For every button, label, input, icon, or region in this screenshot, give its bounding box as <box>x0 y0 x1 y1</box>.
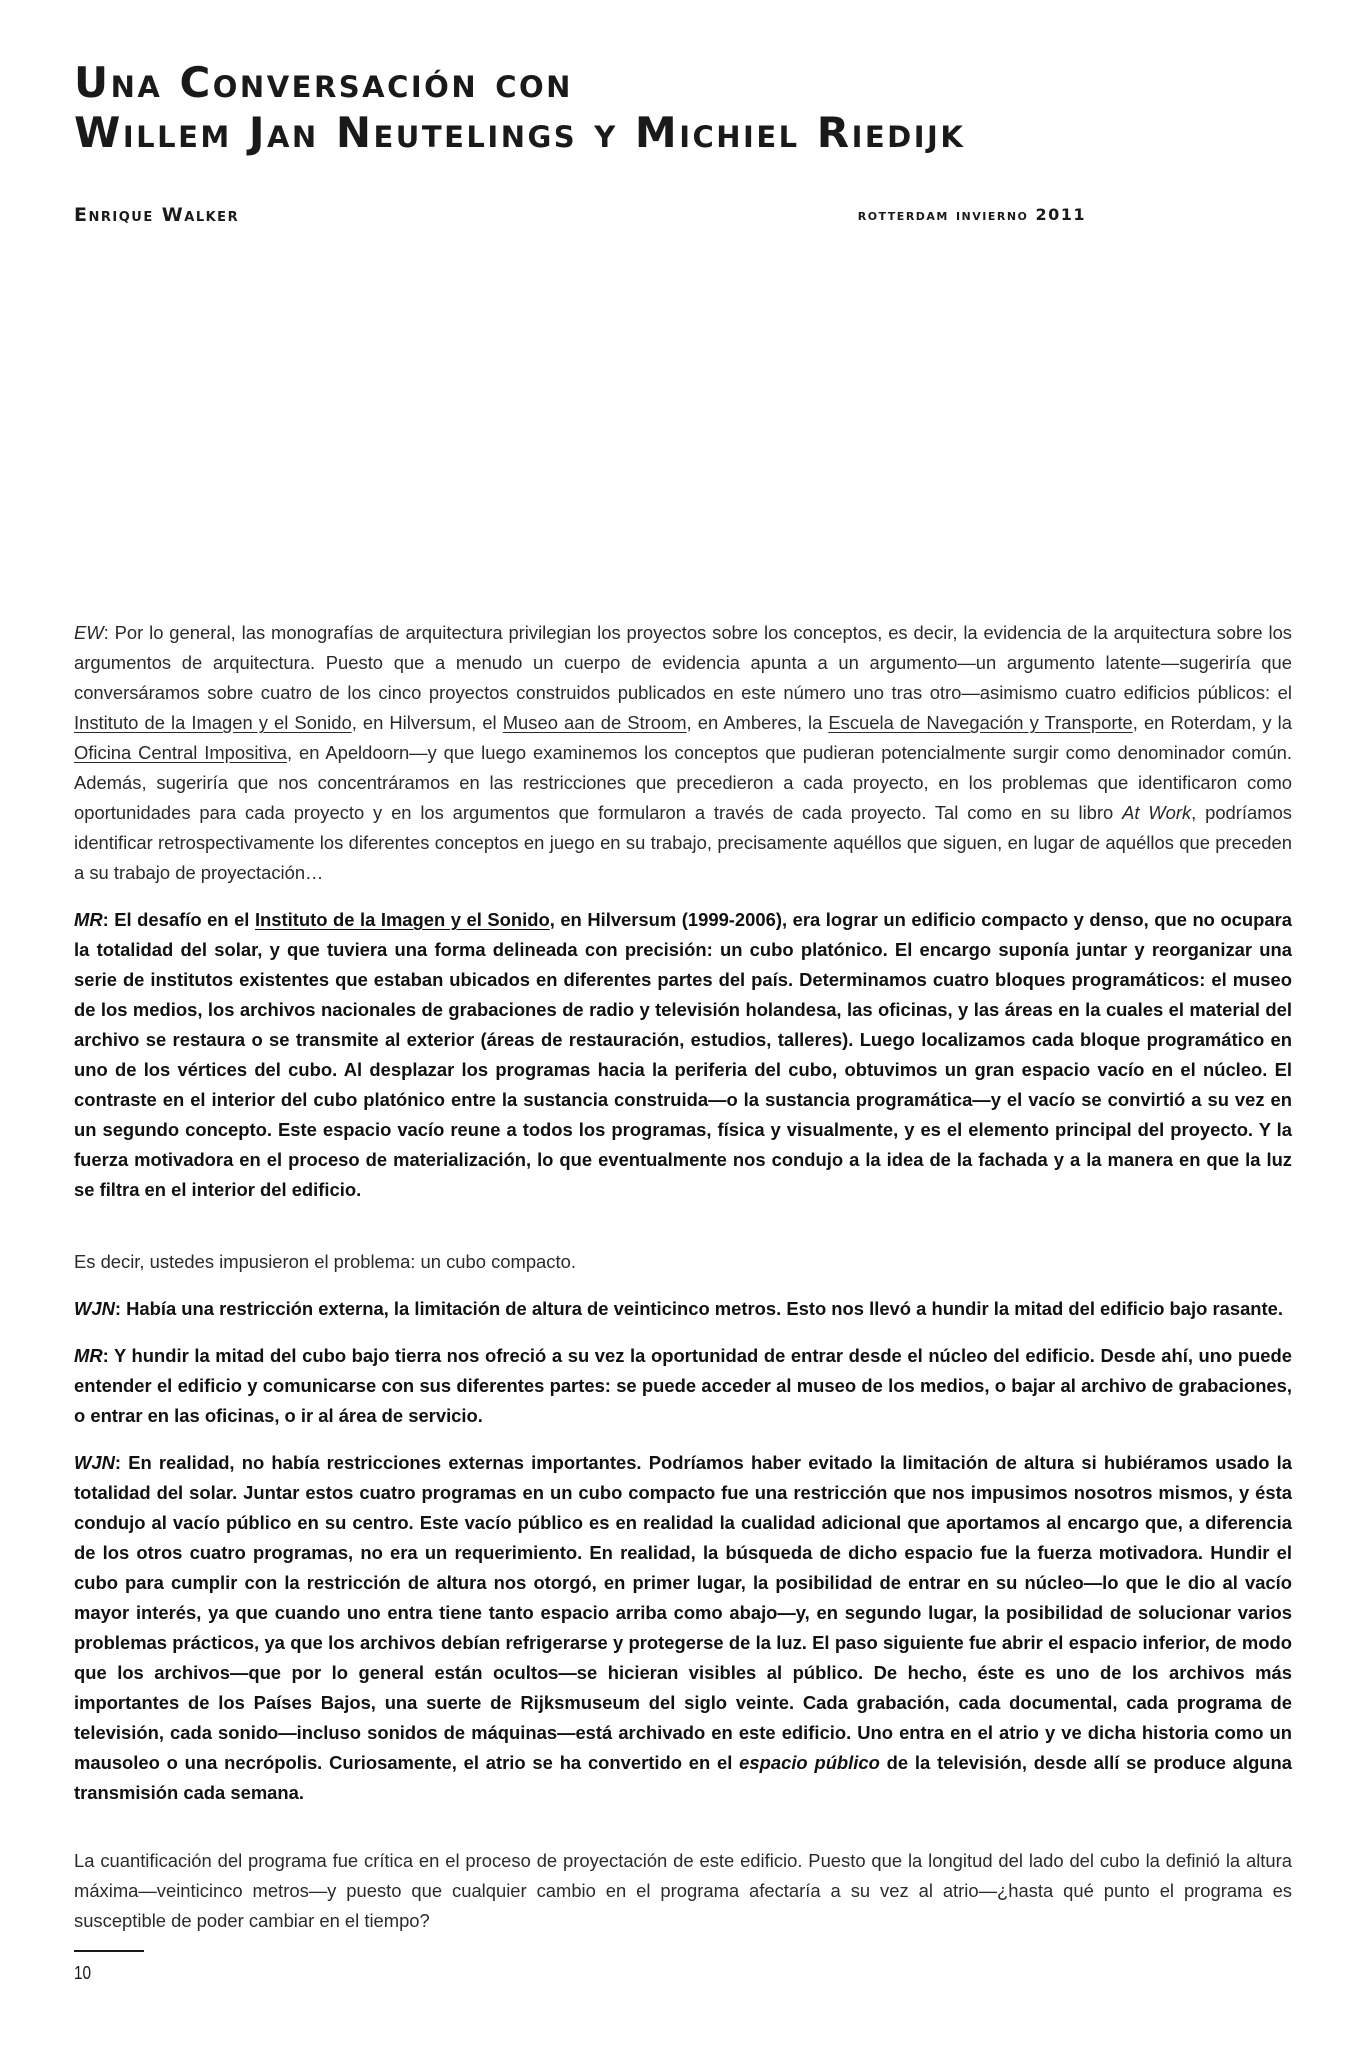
paragraph-text: , en Roterdam, y la <box>1132 712 1292 733</box>
speaker-initials: MR <box>74 1345 103 1366</box>
paragraph-text: Es decir, ustedes impusieron el problema: un cubo compacto. <box>74 1251 576 1272</box>
paragraph-text: de la televisión, desde allí se produce alguna transmisión cada semana. <box>74 1752 1292 1803</box>
paragraph-text: , en Apeldoorn—y que luego examinemos los conceptos que pudieran potencialmente surgir como denominador común. Además, sugeriría que nos concentráramos en las restricciones que precedieron a cada proyecto, en los problemas que identificaron como oportunidades para cada proyecto y en los argumentos que formularon a través de cada proyecto. Tal como en su libro <box>74 742 1293 823</box>
speaker-initials: WJN <box>74 1298 115 1319</box>
question-paragraph <box>74 1846 1292 1936</box>
article-body <box>74 618 1292 1953</box>
place-date: rotterdam invierno 2011 <box>857 205 1086 224</box>
speaker-initials: MR <box>74 909 103 930</box>
answer-paragraph: MR: El desafío en el Instituto de la Imagen y el Sonido, en Hilversum (1999-2006), era lograr un edificio compacto y denso, que no ocupara la totalidad del solar, y que tuviera una forma delineada con precisión: un cubo platónico. El encargo suponía juntar y reorganizar una serie de institutos existentes que estaban ubicados en diferentes partes del país. Determinamos cuatro bloques programáticos: el museo de los medios, los archivos nacionales de grabaciones de radio y televisión holandesa, las oficinas, y las áreas en la cuales el material del archivo se restaura o se transmite al exterior (áreas de restauración, estudios, talleres). Luego localizamos cada bloque programático en uno de los vértices del cubo. Al desplazar los programas hacia la periferia del cubo, obtuvimos un gran espacio vacío en el núcleo. El contraste en el interior del cubo platónico entre la sustancia construida—o la sustancia programática—y el vacío se convirtió a su vez en un segundo concepto. Este espacio vacío reune a todos los programas, física y visualmente, y es el elemento principal del proyecto. Y la fuerza motivadora en el proceso de materialización, lo que eventualmente nos condujo a la idea de la fachada y a la manera en que la luz se filtra en el interior del edificio. <box>74 909 1292 1200</box>
paragraph-text: , podríamos identificar retrospectivamente los diferentes conceptos en juego en su trabajo, precisamente aquéllos que siguen, en lugar de aquéllos que preceden a su trabajo de proyectación… <box>74 802 1292 883</box>
title-line-2: Willem Jan Neutelings y Michiel Riedijk <box>74 108 966 157</box>
question-paragraph <box>74 1247 1292 1277</box>
italic-text: At Work <box>1122 802 1192 823</box>
paragraph-text: En realidad, no había restricciones externas importantes. Podríamos haber evitado la limitación de altura si hubiéramos usado la totalidad del solar. Juntar estos cuatro programas en un cubo compacto fue una restricción que nos impusimos nosotros mismos, y ésta condujo al vacío público en su centro. Este vacío público es en realidad la cualidad adicional que aportamos al encargo que, a diferencia de los otros cuatro programas, no era un requerimiento. En realidad, la búsqueda de dicho espacio fue la fuerza motivadora. Hundir el cubo para cumplir con la restricción de altura nos otorgó, en primer lugar, la posibilidad de entrar en su núcleo—lo que le dio al vacío mayor interés, ya que cuando uno entra tiene tanto espacio arriba como abajo—y, en segundo lugar, la posibilidad de solucionar varios problemas prácticos, ya que los archivos debían refrigerarse y protegerse de la luz. El paso siguiente fue abrir el espacio inferior, de modo que los archivos—que por lo general están ocultos—se hicieran visibles al público. De hecho, éste es uno de los archivos más importantes de los Países Bajos, una suerte de Rijksmuseum del siglo veinte. Cada grabación, cada documental, cada programa de televisión, cada sonido—incluso sonidos de máquinas—está archivado en este edificio. Uno entra en el atrio y ve dicha historia como un mausoleo o una necrópolis. Curiosamente, el atrio se ha convertido en el <box>74 1452 1292 1773</box>
footer-rule <box>74 1950 144 1952</box>
article-title <box>74 58 1294 158</box>
page-number: 10 <box>74 1963 92 1983</box>
title-line-1: Una Conversación con <box>74 58 573 107</box>
question-paragraph: EW: Por lo general, las monografías de arquitectura privilegian los proyectos sobre los conceptos, es decir, la evidencia de la arquitectura sobre los argumentos de arquitectura. Puesto que a menudo un cuerpo de evidencia apunta a un argumento—un argumento latente—sugeriría que conversáramos sobre cuatro de los cinco proyectos construidos publicados en este número uno tras otro—asimismo cuatro edificios públicos: el Instituto de la Imagen y el Sonido, en Hilversum, el Museo aan de Stroom, en Amberes, la Escuela de Navegación y Transporte, en Roterdam, y la Oficina Central Impositiva, en Apeldoorn—y que luego examinemos los conceptos que pudieran potencialmente surgir como denominador común. Además, sugeriría que nos concentráramos en las restricciones que precedieron a cada proyecto, en los problemas que identificaron como oportunidades para cada proyecto y en los argumentos que formularon a través de cada proyecto. Tal como en su libro At Work, podríamos identificar retrospectivamente los diferentes conceptos en juego en su trabajo, precisamente aquéllos que siguen, en lugar de aquéllos que preceden a su trabajo de proyectación… <box>74 622 1293 883</box>
answer-paragraph: WJN: Había una restricción externa, la limitación de altura de veinticinco metros. Esto nos llevó a hundir la mitad del edificio bajo rasante. <box>74 1298 1283 1319</box>
answer-paragraph: WJN: En realidad, no había restricciones externas importantes. Podríamos haber evitado la limitación de altura si hubiéramos usado la totalidad del solar. Juntar estos cuatro programas en un cubo compacto fue una restricción que nos impusimos nosotros mismos, y ésta condujo al vacío público en su centro. Este vacío público es en realidad la cualidad adicional que aportamos al encargo que, a diferencia de los otros cuatro programas, no era un requerimiento. En realidad, la búsqueda de dicho espacio fue la fuerza motivadora. Hundir el cubo para cumplir con la restricción de altura nos otorgó, en primer lugar, la posibilidad de entrar en su núcleo—lo que le dio al vacío mayor interés, ya que cuando uno entra tiene tanto espacio arriba como abajo—y, en segundo lugar, la posibilidad de solucionar varios problemas prácticos, ya que los archivos debían refrigerarse y protegerse de la luz. El paso siguiente fue abrir el espacio inferior, de modo que los archivos—que por lo general están ocultos—se hicieran visibles al público. De hecho, éste es uno de los archivos más importantes de los Países Bajos, una suerte de Rijksmuseum del siglo veinte. Cada grabación, cada documental, cada programa de televisión, cada sonido—incluso sonidos de máquinas—está archivado en este edificio. Uno entra en el atrio y ve dicha historia como un mausoleo o una necrópolis. Curiosamente, el atrio se ha convertido en el espacio público de la televisión, desde allí se produce alguna transmisión cada semana. <box>74 1452 1292 1803</box>
speaker-initials: WJN <box>74 1452 115 1473</box>
speaker-initials: EW <box>74 622 104 643</box>
paragraph-text: El desafío en el <box>114 909 255 930</box>
paragraph-text: La cuantificación del programa fue crítica en el proceso de proyectación de este edificio. Puesto que la longitud del lado del cubo la definió la altura máxima—veinticinco metros—y puesto que cualquier cambio en el programa afectaría a su vez al atrio—¿hasta qué punto el programa es susceptible de poder cambiar en el tiempo? <box>74 1850 1292 1931</box>
italic-text: espacio público <box>739 1752 880 1773</box>
paragraph-text: Y hundir la mitad del cubo bajo tierra nos ofreció a su vez la oportunidad de entrar desde el núcleo del edificio. Desde ahí, uno puede entender el edificio y comunicarse con sus diferentes partes: se puede acceder al museo de los medios, o bajar al archivo de grabaciones, o entrar en las oficinas, o ir al área de servicio. <box>74 1345 1293 1426</box>
paragraph-text: , en Amberes, la <box>686 712 829 733</box>
author-name: Enrique Walker <box>74 204 240 226</box>
project-name-link: Instituto de la Imagen y el Sonido <box>254 909 550 930</box>
project-name-link: Oficina Central Impositiva <box>74 742 288 763</box>
paragraph-text: Por lo general, las monografías de arquitectura privilegian los proyectos sobre los conceptos, es decir, la evidencia de la arquitectura sobre los argumentos de arquitectura. Puesto que a menudo un cuerpo de evidencia apunta a un argumento—un argumento latente—sugeriría que conversáramos sobre cuatro de los cinco proyectos construidos publicados en este número uno tras otro—asimismo cuatro edificios públicos: el <box>74 622 1292 703</box>
paragraph-text: , en Hilversum (1999-2006), era lograr un edificio compacto y denso, que no ocupara la totalidad del solar, y que tuviera una forma delineada con precisión: un cubo platónico. El encargo suponía juntar y reorganizar una serie de institutos existentes que estaban ubicados en diferentes partes del país. Determinamos cuatro bloques programáticos: el museo de los medios, los archivos nacionales de grabaciones de radio y televisión holandesa, las oficinas, y las áreas en la cuales el material del archivo se restaura o se transmite al exterior (áreas de restauración, estudios, talleres). Luego localizamos cada bloque programático en uno de los vértices del cubo. Al desplazar los programas hacia la periferia del cubo, obtuvimos un gran espacio vacío en el núcleo. El contraste en el interior del cubo platónico entre la sustancia construida—o la sustancia programática—y el vacío se convirtió a su vez en un segundo concepto. Este espacio vacío reune a todos los programas, física y visualmente, y es el elemento principal del proyecto. Y la fuerza motivadora en el proceso de materialización, lo que eventualmente nos condujo a la idea de la fachada y a la manera en que la luz se filtra en el interior del edificio. <box>74 909 1292 1200</box>
project-name-link: Escuela de Navegación y Transporte <box>828 712 1133 733</box>
answer-paragraph: MR: Y hundir la mitad del cubo bajo tierra nos ofreció a su vez la oportunidad de entrar desde el núcleo del edificio. Desde ahí, uno puede entender el edificio y comunicarse con sus diferentes partes: se puede acceder al museo de los medios, o bajar al archivo de grabaciones, o entrar en las oficinas, o ir al área de servicio. <box>74 1345 1293 1426</box>
paragraph-text: Había una restricción externa, la limitación de altura de veinticinco metros. Esto nos llevó a hundir la mitad del edificio bajo rasante. <box>126 1298 1283 1319</box>
project-name-link: Museo aan de Stroom <box>502 712 687 733</box>
project-name-link: Instituto de la Imagen y el Sonido <box>74 712 352 733</box>
paragraph-text: , en Hilversum, el <box>351 712 503 733</box>
